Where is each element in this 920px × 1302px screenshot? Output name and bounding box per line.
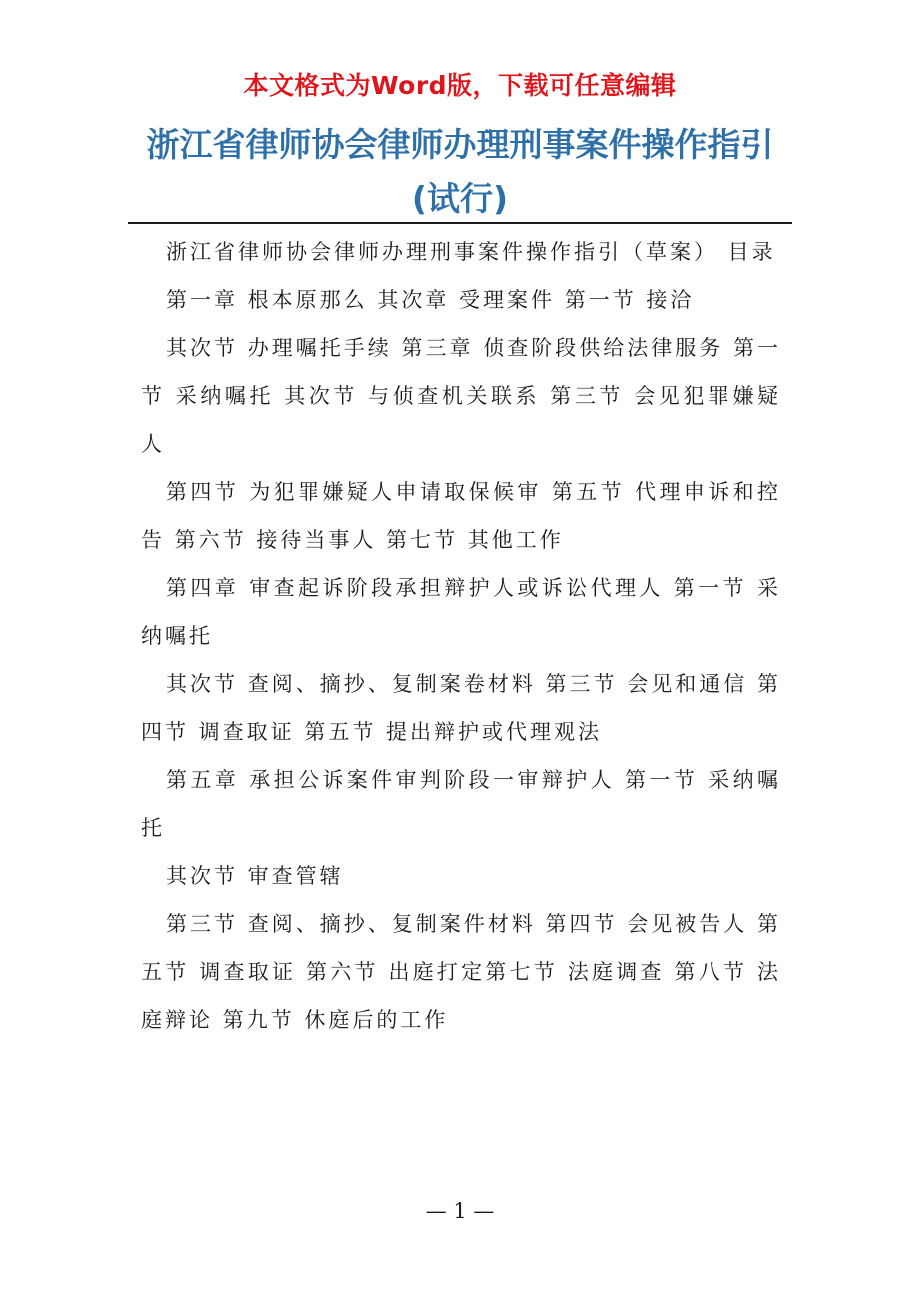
format-notice-banner: 本文格式为Word版，下载可任意编辑 [243,71,677,100]
document-title: 浙江省律师协会律师办理刑事案件操作指引(试行) [146,125,774,218]
body-paragraph: 第四节 为犯罪嫌疑人申请取保候审 第五节 代理申诉和控告 第六节 接待当事人 第七节 其他工作 [141,480,781,552]
body-paragraph: 浙江省律师协会律师办理刑事案件操作指引（草案） 目录 [166,240,776,264]
body-paragraph: 第三节 查阅、摘抄、复制案件材料 第四节 会见被告人 第五节 调查取证 第六节 出庭打定第七节 法庭调查 第八节 法庭辩论 第九节 休庭后的工作 [141,912,781,1032]
title-divider [128,222,792,224]
body-paragraph: 第四章 审查起诉阶段承担辩护人或诉讼代理人 第一节 采纳嘱托 [141,576,781,648]
page-number: — 1 — [425,1199,495,1223]
document-body [141,228,781,1044]
body-paragraph: 其次节 查阅、摘抄、复制案卷材料 第三节 会见和通信 第四节 调查取证 第五节 提出辩护或代理观法 [141,672,781,744]
body-paragraph: 其次节 办理嘱托手续 第三章 侦查阶段供给法律服务 第一节 采纳嘱托 其次节 与侦查机关联系 第三节 会见犯罪嫌疑人 [141,336,781,456]
body-paragraph: 其次节 审查管辖 [166,864,344,888]
body-paragraph: 第五章 承担公诉案件审判阶段一审辩护人 第一节 采纳嘱托 [141,768,781,840]
body-paragraph: 第一章 根本原那么 其次章 受理案件 第一节 接洽 [166,288,695,312]
